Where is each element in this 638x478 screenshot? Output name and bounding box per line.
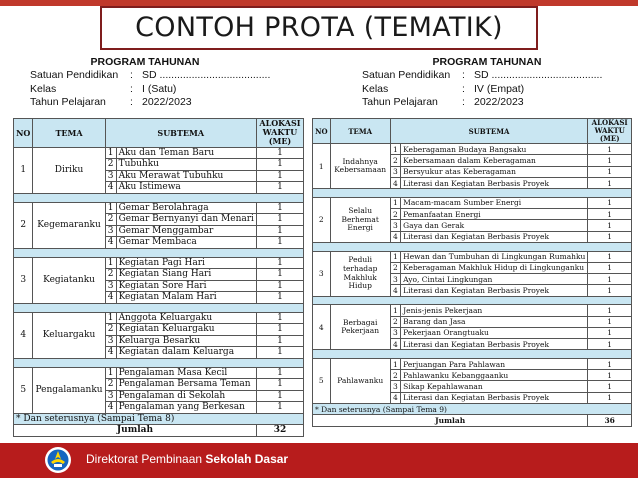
total-label: Jumlah [313,415,588,426]
subtheme-name: Jenis-jenis Pekerjaan [401,305,588,316]
subtheme-number: 1 [105,257,116,269]
time-allocation: 1 [256,237,303,249]
subtheme-number: 1 [390,358,400,369]
subtheme-number: 3 [105,225,116,237]
tut-wuri-handayani-logo-icon [44,446,72,474]
time-allocation: 1 [256,214,303,226]
time-allocation: 1 [588,197,632,208]
theme-number: 5 [14,367,33,413]
separator-cell [313,350,632,359]
subtheme-number: 2 [390,262,400,273]
table-header-row [313,119,632,144]
subtheme-name: Gemar Menggambar [116,225,256,237]
separator-cell [14,358,304,367]
theme-name: Berbagai Pekerjaan [330,305,390,350]
table-header-row [14,119,304,148]
header-tema: TEMA [33,119,105,148]
separator-row [14,303,304,312]
subtheme-name: Kegiatan Malam Hari [116,292,256,304]
time-allocation: 1 [588,381,632,392]
time-allocation: 1 [588,262,632,273]
note-row [14,413,304,425]
time-allocation: 1 [588,327,632,338]
separator-cell [313,296,632,305]
table-row [14,147,304,159]
total-label: Jumlah [14,425,257,437]
subtheme-number: 4 [390,392,400,403]
theme-number: 3 [14,257,33,303]
header-no: NO [313,119,331,144]
subtheme-name: Barang dan Jasa [401,316,588,327]
note-row [313,404,632,415]
theme-number: 3 [313,251,331,296]
subtheme-name: Ayo, Cintai Lingkungan [401,274,588,285]
subtheme-name: Pahlawanku Kebanggaanku [401,370,588,381]
subtheme-number: 1 [105,312,116,324]
total-row [313,415,632,426]
time-allocation: 1 [588,209,632,220]
header-subtema: SUBTEMA [390,119,588,144]
theme-name: Peduli terhadap Makhluk Hidup [330,251,390,296]
time-allocation: 1 [588,231,632,242]
subtheme-number: 2 [390,316,400,327]
time-allocation: 1 [256,225,303,237]
separator-cell [14,248,304,257]
subtheme-name: Literasi dan Kegiatan Berbasis Proyek [401,339,588,350]
time-allocation: 1 [588,166,632,177]
subtheme-name: Kegiatan Keluargaku [116,324,256,336]
subtheme-number: 1 [390,251,400,262]
subtheme-number: 3 [105,170,116,182]
time-allocation: 1 [256,324,303,336]
subtheme-number: 2 [390,209,400,220]
subtheme-name: Perjuangan Para Pahlawan [401,358,588,369]
subtheme-number: 1 [105,202,116,214]
subtheme-name: Tubuhku [116,159,256,171]
subtheme-name: Gaya dan Gerak [401,220,588,231]
theme-number: 2 [313,197,331,242]
separator-cell [14,303,304,312]
note-text: * Dan seterusnya (Sampai Tema 8) [14,413,304,425]
separator-row [14,248,304,257]
time-allocation: 1 [588,358,632,369]
time-allocation: 1 [588,155,632,166]
separator-cell [313,243,632,252]
subtheme-name: Anggota Keluargaku [116,312,256,324]
table-row [313,358,632,369]
right-info-row: Tahun Pelajaran : 2022/2023 [362,96,524,108]
time-allocation: 1 [256,347,303,359]
table-row [313,144,632,155]
subtheme-name: Keberagaman Budaya Bangsaku [401,144,588,155]
theme-number: 4 [313,305,331,350]
time-allocation: 1 [588,392,632,403]
subtheme-number: 4 [105,237,116,249]
subtheme-name: Pengalaman Bersama Teman [116,379,256,391]
table-row [313,305,632,316]
table-row [14,367,304,379]
subtheme-name: Aku Merawat Tubuhku [116,170,256,182]
theme-number: 1 [313,144,331,189]
time-allocation: 1 [256,312,303,324]
subtheme-number: 4 [390,285,400,296]
subtheme-name: Hewan dan Tumbuhan di Lingkungan Rumahku [401,251,588,262]
subtheme-name: Kegiatan dalam Keluarga [116,347,256,359]
time-allocation: 1 [588,339,632,350]
footer-text: Direktorat Pembinaan Sekolah Dasar [86,452,289,466]
subtheme-number: 4 [390,178,400,189]
subtheme-number: 2 [105,159,116,171]
subtheme-name: Pengalaman di Sekolah [116,390,256,402]
subtheme-number: 3 [390,327,400,338]
right-info-row: Satuan Pendidikan : SD ...................................... [362,69,603,81]
subtheme-number: 2 [105,269,116,281]
subtheme-number: 2 [390,370,400,381]
table-row [313,251,632,262]
left-panel-info [30,56,280,110]
subtheme-number: 4 [105,182,116,194]
subtheme-number: 3 [105,280,116,292]
separator-row [313,296,632,305]
subtheme-number: 3 [390,381,400,392]
theme-name: Selalu Berhemat Energi [330,197,390,242]
subtheme-name: Literasi dan Kegiatan Berbasis Proyek [401,231,588,242]
theme-name: Diriku [33,147,105,193]
theme-name: Indahnya Kebersamaan [330,144,390,189]
subtheme-number: 3 [105,335,116,347]
subtheme-name: Kegiatan Siang Hari [116,269,256,281]
table-row [14,257,304,269]
subtheme-number: 1 [390,305,400,316]
right-prota-table [312,118,632,427]
subtheme-number: 3 [390,220,400,231]
subtheme-name: Literasi dan Kegiatan Berbasis Proyek [401,392,588,403]
subtheme-name: Macam-macam Sumber Energi [401,197,588,208]
left-prota-table [13,118,304,437]
subtheme-number: 2 [105,324,116,336]
subtheme-number: 1 [390,197,400,208]
subtheme-number: 1 [390,144,400,155]
subtheme-name: Literasi dan Kegiatan Berbasis Proyek [401,178,588,189]
time-allocation: 1 [256,367,303,379]
subtheme-name: Pengalaman yang Berkesan [116,402,256,414]
subtheme-number: 4 [105,347,116,359]
subtheme-name: Pengalaman Masa Kecil [116,367,256,379]
time-allocation: 1 [256,402,303,414]
time-allocation: 1 [256,182,303,194]
subtheme-name: Literasi dan Kegiatan Berbasis Proyek [401,285,588,296]
time-allocation: 1 [256,202,303,214]
total-value: 36 [588,415,632,426]
separator-row [313,350,632,359]
subtheme-number: 4 [390,339,400,350]
table-row [14,312,304,324]
theme-name: Kegemaranku [33,202,105,248]
theme-name: Keluargaku [33,312,105,358]
left-info-row: Tahun Pelajaran : 2022/2023 [30,96,192,108]
left-info-row: Satuan Pendidikan : SD ...................................... [30,69,271,81]
time-allocation: 1 [256,390,303,402]
theme-name: Pengalamanku [33,367,105,413]
left-info-row: Kelas : I (Satu) [30,82,177,95]
separator-row [313,243,632,252]
subtheme-number: 2 [105,214,116,226]
right-info-row: Kelas : IV (Empat) [362,82,525,95]
subtheme-number: 1 [105,367,116,379]
time-allocation: 1 [256,292,303,304]
subtheme-number: 3 [390,166,400,177]
time-allocation: 1 [588,274,632,285]
time-allocation: 1 [256,335,303,347]
time-allocation: 1 [588,370,632,381]
subtheme-name: Pekerjaan Orangtuaku [401,327,588,338]
time-allocation: 1 [256,269,303,281]
theme-number: 5 [313,358,331,403]
time-allocation: 1 [588,178,632,189]
separator-row [14,193,304,202]
subtheme-name: Keluarga Besarku [116,335,256,347]
time-allocation: 1 [256,159,303,171]
time-allocation: 1 [256,147,303,159]
time-allocation: 1 [588,285,632,296]
header-alokasi: ALOKASI WAKTU (ME) [256,119,303,148]
time-allocation: 1 [588,305,632,316]
subtheme-name: Keberagaman Makhluk Hidup di Lingkunganku [401,262,588,273]
subtheme-name: Kegiatan Pagi Hari [116,257,256,269]
separator-row [313,189,632,198]
total-row [14,425,304,437]
left-panel-heading: PROGRAM TAHUNAN [90,56,200,68]
time-allocation: 1 [256,379,303,391]
separator-cell [14,193,304,202]
subtheme-name: Sikap Kepahlawanan [401,381,588,392]
separator-cell [313,189,632,198]
subtheme-number: 2 [105,379,116,391]
header-alokasi: ALOKASI WAKTU (ME) [588,119,632,144]
subtheme-number: 2 [390,155,400,166]
right-panel-heading: PROGRAM TAHUNAN [432,56,542,68]
subtheme-name: Kebersamaan dalam Keberagaman [401,155,588,166]
subtheme-name: Gemar Berolahraga [116,202,256,214]
time-allocation: 1 [256,170,303,182]
theme-name: Kegiatanku [33,257,105,303]
table-row [313,197,632,208]
time-allocation: 1 [588,220,632,231]
total-value: 32 [256,425,303,437]
subtheme-number: 1 [105,147,116,159]
theme-number: 1 [14,147,33,193]
slide-title: CONTOH PROTA (TEMATIK) [100,6,538,50]
subtheme-name: Gemar Bernyanyi dan Menari [116,214,256,226]
subtheme-name: Aku Istimewa [116,182,256,194]
subtheme-name: Gemar Membaca [116,237,256,249]
subtheme-number: 4 [105,292,116,304]
note-text: * Dan seterusnya (Sampai Tema 9) [313,404,632,415]
header-no: NO [14,119,33,148]
subtheme-name: Pemanfaatan Energi [401,209,588,220]
theme-name: Pahlawanku [330,358,390,403]
header-subtema: SUBTEMA [105,119,256,148]
time-allocation: 1 [256,280,303,292]
subtheme-name: Aku dan Teman Baru [116,147,256,159]
time-allocation: 1 [588,316,632,327]
theme-number: 4 [14,312,33,358]
subtheme-number: 4 [390,231,400,242]
time-allocation: 1 [588,144,632,155]
subtheme-number: 3 [105,390,116,402]
table-row [14,202,304,214]
theme-number: 2 [14,202,33,248]
right-panel-info [362,56,622,110]
subtheme-number: 3 [390,274,400,285]
subtheme-name: Kegiatan Sore Hari [116,280,256,292]
subtheme-name: Bersyukur atas Keberagaman [401,166,588,177]
separator-row [14,358,304,367]
time-allocation: 1 [588,251,632,262]
subtheme-number: 4 [105,402,116,414]
header-tema: TEMA [330,119,390,144]
time-allocation: 1 [256,257,303,269]
